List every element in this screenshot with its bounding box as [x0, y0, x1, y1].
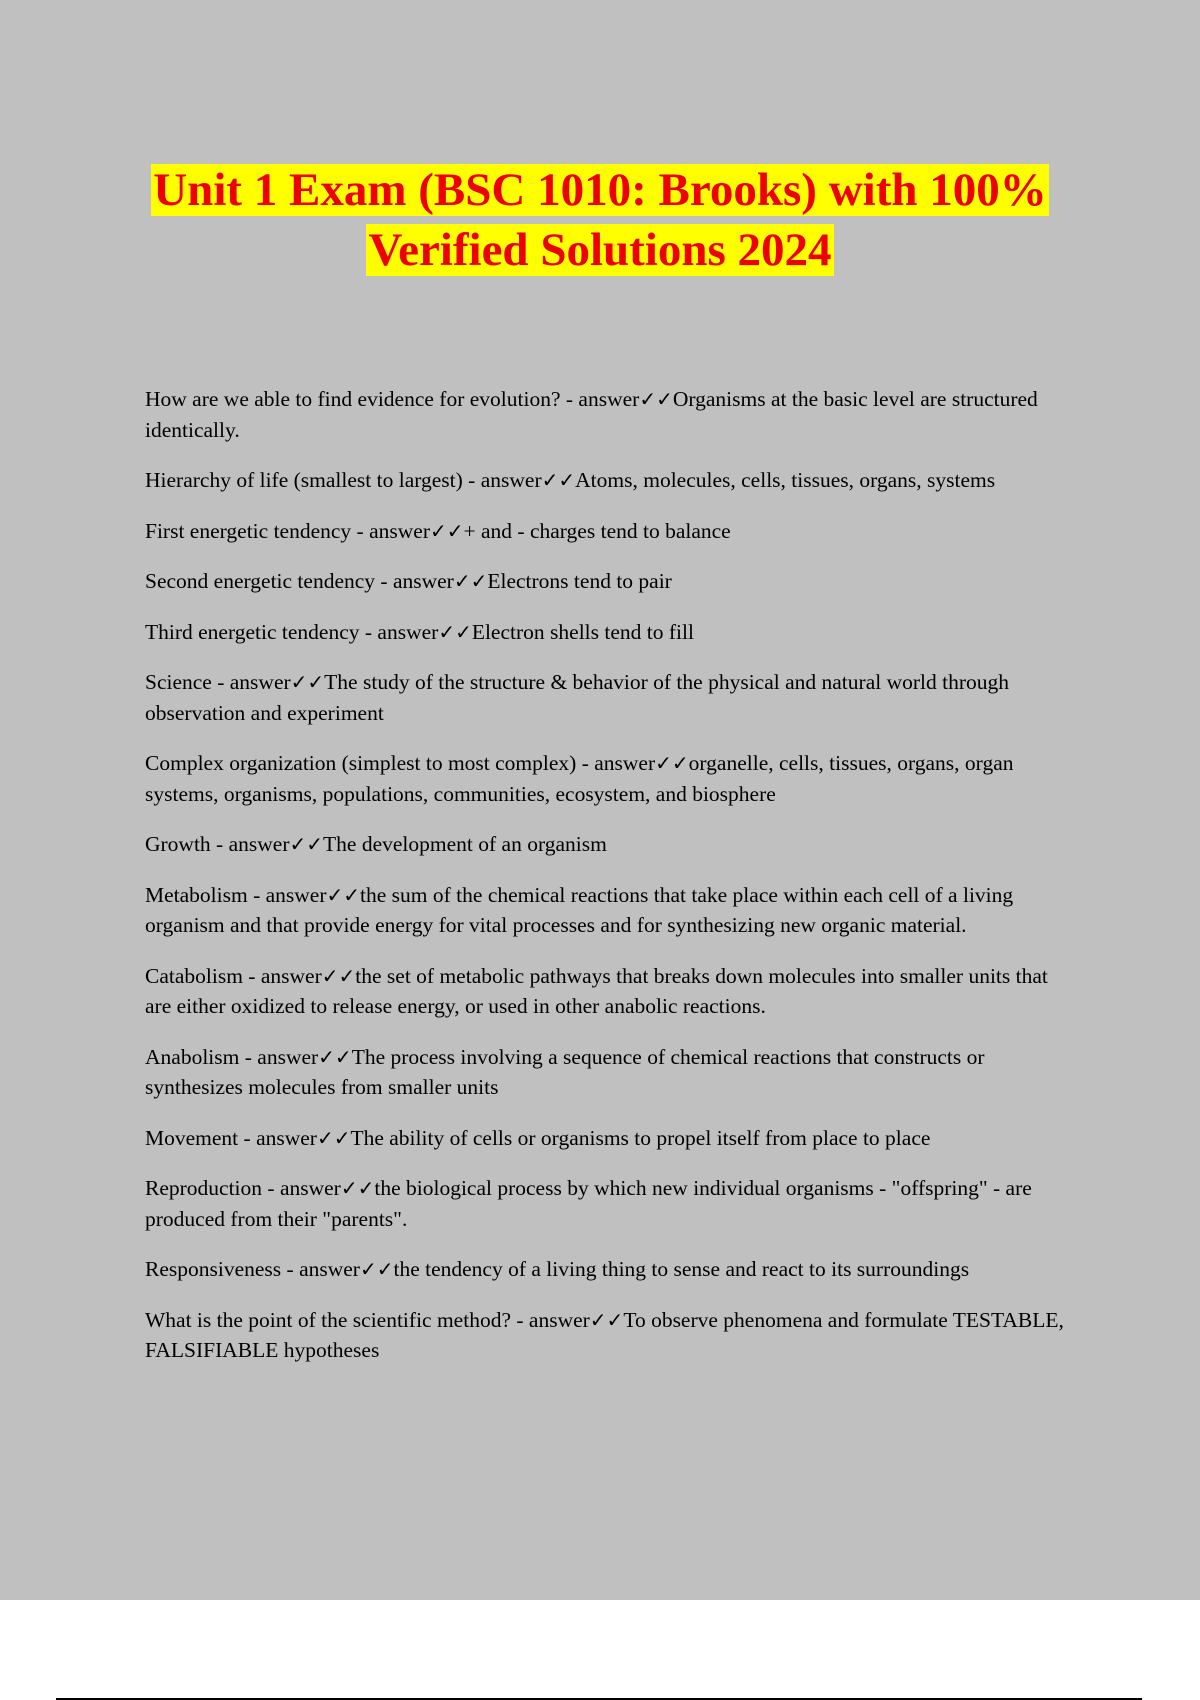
double-check-icon: ✓✓: [541, 468, 576, 492]
qa-item: [145, 748, 1075, 809]
answer-marker: answer: [594, 751, 656, 775]
qa-item: [145, 1173, 1075, 1234]
answer-marker: answer: [377, 619, 439, 644]
qa-item: [145, 1305, 1075, 1366]
qa-answer: the set of metabolic pathways that breaks down molecules into smaller units that are either oxidized to release energy, or used in other anabolic reactions.: [145, 963, 1048, 1018]
qa-answer: The study of the structure & behavior of the physical and natural world through observation and experiment: [145, 670, 1010, 725]
qa-question: Science -: [145, 670, 230, 694]
qa-item: [145, 566, 1075, 597]
qa-question: First energetic tendency -: [145, 518, 370, 543]
answer-marker: answer: [228, 832, 290, 856]
double-check-icon: ✓✓: [639, 387, 673, 411]
double-check-icon: ✓✓: [290, 670, 325, 694]
double-check-icon: ✓✓: [589, 1307, 624, 1332]
qa-question: Third energetic tendency -: [145, 619, 378, 644]
answer-marker: answer: [480, 468, 542, 492]
qa-answer: organelle, cells, tissues, organs, organ systems, organisms, populations, communities, ecosystem, and biosphere: [145, 751, 1014, 806]
qa-question: What is the point of the scientific method? -: [145, 1307, 529, 1332]
answer-marker: answer: [578, 387, 640, 411]
qa-answer: the sum of the chemical reactions that take place within each cell of a living organism and that provide energy for vital processes and for synthesizing new organic material.: [145, 882, 1014, 937]
title-line-1-text: Unit 1 Exam (BSC 1010: Brooks) with 100%: [153, 164, 1047, 216]
qa-question: Growth -: [145, 832, 229, 856]
double-check-icon: ✓✓: [326, 882, 361, 907]
double-check-icon: ✓✓: [453, 569, 488, 593]
qa-answer: Atoms, molecules, cells, tissues, organs, systems: [575, 468, 996, 492]
qa-question: Responsiveness -: [145, 1257, 300, 1281]
qa-question: How are we able to find evidence for evolution? -: [145, 387, 579, 411]
qa-question: Catabolism -: [145, 963, 261, 988]
answer-marker: answer: [299, 1257, 360, 1281]
answer-marker: answer: [229, 670, 291, 694]
double-check-icon: ✓✓: [429, 518, 464, 543]
qa-answer: the tendency of a living thing to sense and react to its surroundings: [393, 1257, 970, 1281]
qa-answer: The ability of cells or organisms to propel itself from place to place: [350, 1125, 931, 1150]
qa-answer: Organisms at the basic level are structured identically.: [145, 387, 1038, 442]
answer-marker: answer: [369, 518, 430, 543]
qa-answer: Electron shells tend to fill: [471, 619, 694, 644]
answer-marker: answer: [260, 963, 322, 988]
qa-item: [145, 1254, 1075, 1285]
qa-answer: + and - charges tend to balance: [463, 518, 731, 543]
answer-marker: answer: [265, 882, 327, 907]
qa-item: [145, 384, 1075, 445]
answer-marker: answer: [392, 569, 454, 593]
double-check-icon: ✓✓: [321, 963, 356, 988]
qa-item: [145, 465, 1075, 496]
qa-answer: The development of an organism: [323, 832, 607, 856]
double-check-icon: ✓✓: [289, 832, 324, 856]
qa-item: [145, 667, 1075, 728]
double-check-icon: ✓✓: [316, 1125, 351, 1150]
qa-item: [145, 961, 1075, 1022]
answer-marker: answer: [257, 1044, 319, 1069]
qa-list: [145, 384, 1075, 1386]
qa-question: Metabolism -: [145, 882, 266, 907]
qa-question: Second energetic tendency -: [145, 569, 393, 593]
qa-answer: To observe phenomena and formulate TESTABLE, FALSIFIABLE hypotheses: [145, 1307, 1064, 1362]
qa-item: [145, 829, 1075, 860]
double-check-icon: ✓✓: [655, 751, 689, 775]
answer-marker: answer: [528, 1307, 590, 1332]
qa-item: [145, 880, 1075, 941]
qa-question: Reproduction -: [145, 1176, 280, 1200]
answer-marker: answer: [279, 1176, 341, 1200]
qa-answer: the biological process by which new individual organisms - "offspring" - are produced from their "parents".: [145, 1176, 1032, 1231]
qa-answer: The process involving a sequence of chemical reactions that constructs or synthesizes molecules from smaller units: [145, 1044, 985, 1099]
double-check-icon: ✓✓: [359, 1257, 394, 1281]
qa-item: [145, 1042, 1075, 1103]
title-line-2: [0, 220, 1200, 280]
qa-item: [145, 1123, 1075, 1154]
qa-item: [145, 617, 1075, 648]
title-line-1: [0, 160, 1200, 220]
double-check-icon: ✓✓: [318, 1044, 352, 1069]
qa-question: Complex organization (simplest to most complex) -: [145, 751, 595, 775]
qa-question: Anabolism -: [145, 1044, 258, 1069]
qa-item: [145, 516, 1075, 547]
title-line-2-text: Verified Solutions 2024: [368, 224, 832, 276]
qa-question: Movement -: [145, 1125, 257, 1150]
qa-answer: Electrons tend to pair: [487, 569, 672, 593]
double-check-icon: ✓✓: [438, 619, 472, 644]
double-check-icon: ✓✓: [340, 1176, 375, 1200]
document-title: [0, 160, 1200, 280]
qa-question: Hierarchy of life (smallest to largest) -: [145, 468, 481, 492]
answer-marker: answer: [256, 1125, 317, 1150]
